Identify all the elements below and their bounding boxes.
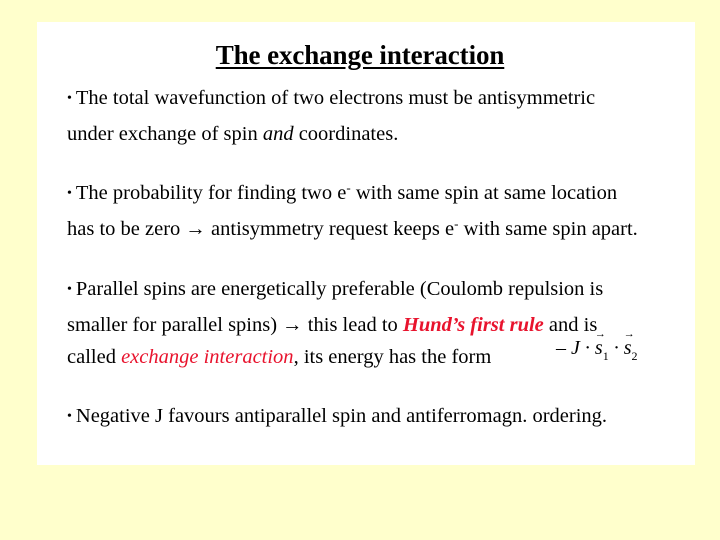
formula-dot-1: · xyxy=(579,337,595,359)
formula-dot-2: · xyxy=(608,337,624,359)
bullet-3-line-3a: called xyxy=(67,346,122,368)
bullet-2-superscript-1: - xyxy=(346,180,351,195)
formula-J: J xyxy=(571,337,580,359)
formula-s1: s xyxy=(594,337,603,359)
exchange-interaction-highlight: exchange interaction xyxy=(121,346,294,368)
bullet-dot: • xyxy=(67,409,72,424)
bullet-3 xyxy=(67,273,603,374)
bullet-2-line-1b: with same spin at same location xyxy=(350,182,618,204)
bullet-1-emphasis: and xyxy=(262,122,294,145)
bullet-1-line-2b: coordinates. xyxy=(293,122,399,145)
bullet-dot: • xyxy=(67,186,72,201)
bullet-1-line-1: The total wavefunction of two electrons must be antisymmetric xyxy=(75,87,596,109)
bullet-2 xyxy=(67,177,638,245)
slide-title: The exchange interaction xyxy=(215,40,505,70)
formula-minus: – xyxy=(556,337,571,359)
bullet-dot: • xyxy=(67,91,72,106)
bullet-2-line-2a: has to be zero → antisymmetry request keeps e xyxy=(67,217,455,240)
formula-sub-2: 2 xyxy=(631,349,638,363)
formula-s2-vector xyxy=(624,337,632,360)
exchange-energy-formula xyxy=(556,337,638,363)
bullet-4 xyxy=(67,400,607,436)
bullet-1 xyxy=(67,82,595,150)
bullet-3-line-2a: smaller for parallel spins) → this lead to xyxy=(67,313,403,336)
formula-sub-1: 1 xyxy=(602,349,609,363)
formula-s2: s xyxy=(623,337,632,359)
formula-s1-vector xyxy=(595,337,603,360)
bullet-4-line-1: Negative J favours antiparallel spin and antiferromagn. ordering. xyxy=(75,405,608,427)
bullet-2-line-2b: with same spin apart. xyxy=(458,217,638,240)
bullet-3-line-1: Parallel spins are energetically preferable (Coulomb repulsion is xyxy=(75,278,604,300)
bullet-dot: • xyxy=(67,282,72,297)
bullet-1-line-2a: under exchange of spin xyxy=(67,122,263,145)
bullet-3-line-2b: and is xyxy=(543,313,598,336)
hunds-rule-highlight: Hund’s first rule xyxy=(402,313,544,336)
bullet-2-superscript-2: - xyxy=(454,215,459,231)
bullet-2-line-1a: The probability for finding two e xyxy=(75,182,347,204)
bullet-3-line-3b: , its energy has the form xyxy=(293,346,492,368)
